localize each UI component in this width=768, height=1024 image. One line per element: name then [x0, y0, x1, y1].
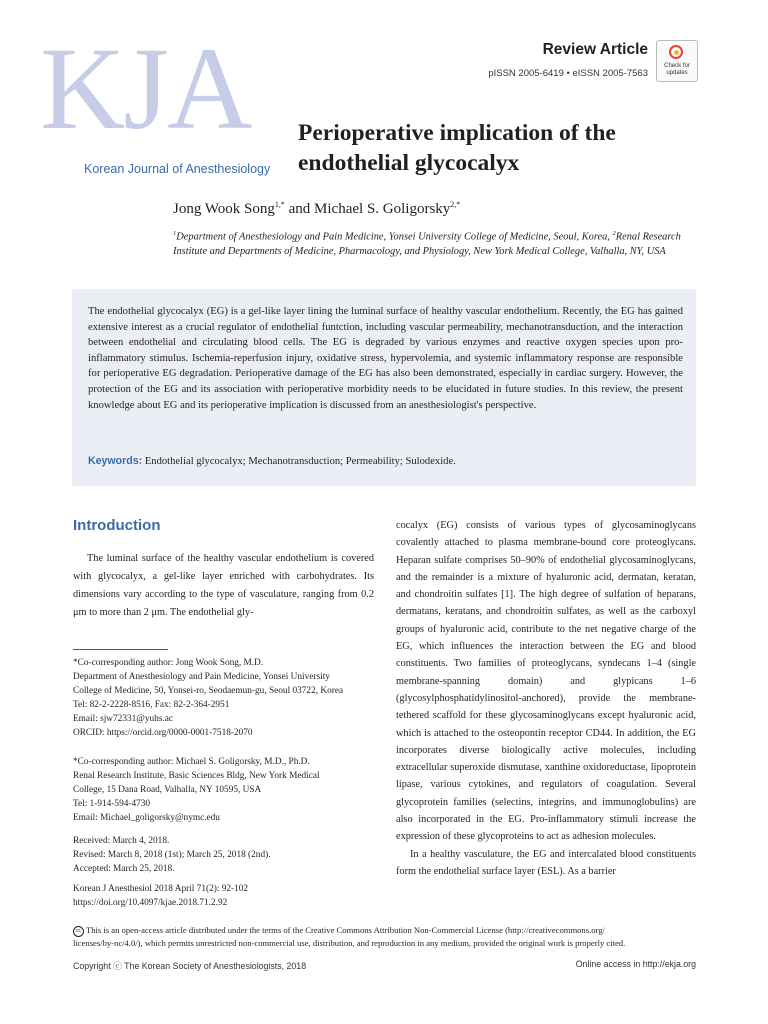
date-accepted: Accepted: March 25, 2018.: [73, 864, 175, 875]
license-text: This is an open-access article distributed under the terms of the Creative Commons Attribution Non-Commercial License (http://creativecommons.org/: [84, 925, 605, 935]
issn: pISSN 2005-6419 • eISSN 2005-7563: [488, 68, 648, 79]
intro-paragraph: In a healthy vasculature, the EG and intercalated blood constituents form the endothelial surface layer (ESL). As a barrier: [396, 848, 696, 877]
abstract-text: The endothelial glycocalyx (EG) is a gel-like layer lining the luminal surface of healthy vascular endothelium. Recently, the EG has gained extensive interest as a crucial regulator of endothelial funtction, including vascular permeability, mechanotransduction, and the interaction between endothelial and circulating blood cells. The EG is degraded by various enzymes and reactive oxygen species upon pro-inflammatory stimulus. Ischemia-reperfusion injury, oxidative stress, hypervolemia, and systemic inflammatory response are responsible for perioperative EG degradation. Perioperative damage of the EG has also been demonstrated, especially in cardiac surgery. However, the protection of the EG and its association with perioperative morbidity needs to be elucidated in future studies. In this review, the present knowledge about EG and its perioperative implication is discussed from an anesthesiologist's perspective.: [88, 306, 683, 411]
date-revised: Revised: March 8, 2018 (1st); March 25, 2018 (2nd).: [73, 850, 271, 861]
intro-paragraph-left: The luminal surface of the healthy vascular endothelium is covered with glycocalyx, a gel-like layer enriched with carbohydrates. Its dimensions vary according to the type of vasculature, ranging from 0.2 μm to more than 2 μm. The endothelial gly-: [73, 553, 374, 618]
affiliation: Department of Anesthesiology and Pain Medicine, Yonsei University College of Medicine, Seoul, Korea,: [176, 231, 613, 243]
affiliation-mark: 2: [612, 230, 616, 237]
article-dates: [73, 834, 378, 876]
article-type: Review Article: [542, 41, 648, 58]
footnote-line: College, 15 Dana Road, Valhalla, NY 10595, USA: [73, 785, 262, 796]
affiliation: Renal Research Institute and Departments of Medicine, Pharmacology, and Physiology, New York Medical College, Valhalla, NY, USA: [173, 231, 681, 258]
keywords-label: Keywords:: [88, 455, 143, 467]
license-line: licenses/by-nc/4.0/), which permits unrestricted non-commercial use, distribution, and reproduction in any medium, provided the original work is properly cited.: [73, 938, 626, 948]
keywords-list: Endothelial glycocalyx; Mechanotransduction; Permeability; Sulodexide.: [142, 456, 456, 467]
copyright: Copyright ⓒ The Korean Society of Anesthesiologists, 2018: [73, 961, 307, 971]
license-notice: [73, 924, 697, 950]
citation-text: Korean J Anesthesiol 2018 April 71(2): 92-102: [73, 884, 249, 894]
affiliations: [173, 226, 703, 259]
author: Jong Wook Song: [173, 201, 275, 217]
license-line: [73, 924, 697, 937]
corresponding-author-2: [73, 755, 378, 825]
title-line: Perioperative implication of the: [298, 120, 616, 146]
author-conjunction: and: [284, 201, 315, 217]
orcid-link[interactable]: ORCID: https://orcid.org/0000-0001-7518-2070: [73, 728, 253, 739]
footnote-line: Renal Research Institute, Basic Sciences Bldg, New York Medical: [73, 771, 320, 782]
author-list: [173, 200, 460, 218]
check-for-updates-badge[interactable]: [656, 40, 698, 82]
section-heading-introduction: Introduction: [73, 517, 161, 534]
footnote-line: *Co-corresponding author: Jong Wook Song, M.D.: [73, 658, 264, 668]
intro-paragraph: cocalyx (EG) consists of various types of glycosaminoglycans covalently attached to plasma membrane-bound core proteoglycans. Heparan sulfate comprises 50–90% of endothelial glycosaminoglycans, and the remainder is a mixture of hyaluronic acid, dermatan, keratan, and chondroitin sulfates [1]. The high degree of sulfation of heparans, dermatans, keratans, and chondroitin sulfates, as well as the carboxyl groups of hyaluronic acid, contribute to the net negative charge of the EG, which influences the interaction between the EG and blood constituents. Two families of proteoglycans, syndecans 1–4 (single membrane-spanning domain) and glypicans 1–6 (glycosylphosphatidylinositol-anchored), provide the membrane-tethered scaffold for these glycosaminoglycans except hyaluronic acid, which is attached to the osteopontin receptor CD44. In addition, the EG incorporates diverse biologically active molecules, including extracellular superoxide dismutase, xanthine oxidoreductase, lipoprotein lipase, various cytokines, and regulators of coagulation. Several glycoprotein families (selectins, integrins, and immunoglobulins) are also incorporated in the EG. Pro-inflammatory stimuli increase the expression of these glycoproteins to act as adhesion molecules.: [396, 520, 696, 843]
title-line: endothelial glycocalyx: [298, 150, 520, 176]
author-affiliation-mark: 2,*: [450, 200, 461, 209]
badge-text: Check for updates: [664, 63, 690, 76]
email-link[interactable]: Email: sjw72331@yuhs.ac: [73, 714, 173, 725]
journal-name: Korean Journal of Anesthesiology: [84, 162, 271, 176]
crossmark-icon: [669, 45, 683, 59]
corresponding-author-1: [73, 656, 378, 741]
creative-commons-icon: cc: [73, 926, 84, 937]
doi-link[interactable]: https://doi.org/10.4097/kjae.2018.71.2.92: [73, 898, 228, 909]
keywords: [88, 455, 683, 467]
citation: [73, 882, 378, 910]
footnote-line: Department of Anesthesiology and Pain Medicine, Yonsei University: [73, 672, 330, 683]
journal-logo: KJA: [40, 23, 251, 154]
footnote-divider: [73, 649, 168, 650]
intro-right-column: [396, 517, 696, 880]
footnote-line: *Co-corresponding author: Michael S. Goligorsky, M.D., Ph.D.: [73, 757, 310, 767]
footnote-line: Tel: 1-914-594-4730: [73, 799, 151, 810]
article-title: [298, 118, 698, 178]
author: Michael S. Goligorsky: [314, 201, 451, 217]
footnote-line: Tel: 82-2-2228-8516, Fax: 82-2-364-2951: [73, 700, 230, 711]
date-received: Received: March 4, 2018.: [73, 836, 170, 846]
email-link[interactable]: Email: Michael_goligorsky@nymc.edu: [73, 813, 220, 824]
footnote-line: College of Medicine, 50, Yonsei-ro, Seodaemun-gu, Seoul 03722, Korea: [73, 686, 344, 697]
online-access-link[interactable]: Online access in http://ekja.org: [575, 959, 696, 969]
author-affiliation-mark: 1,*: [274, 200, 285, 209]
affiliation-mark: 1: [173, 230, 177, 237]
